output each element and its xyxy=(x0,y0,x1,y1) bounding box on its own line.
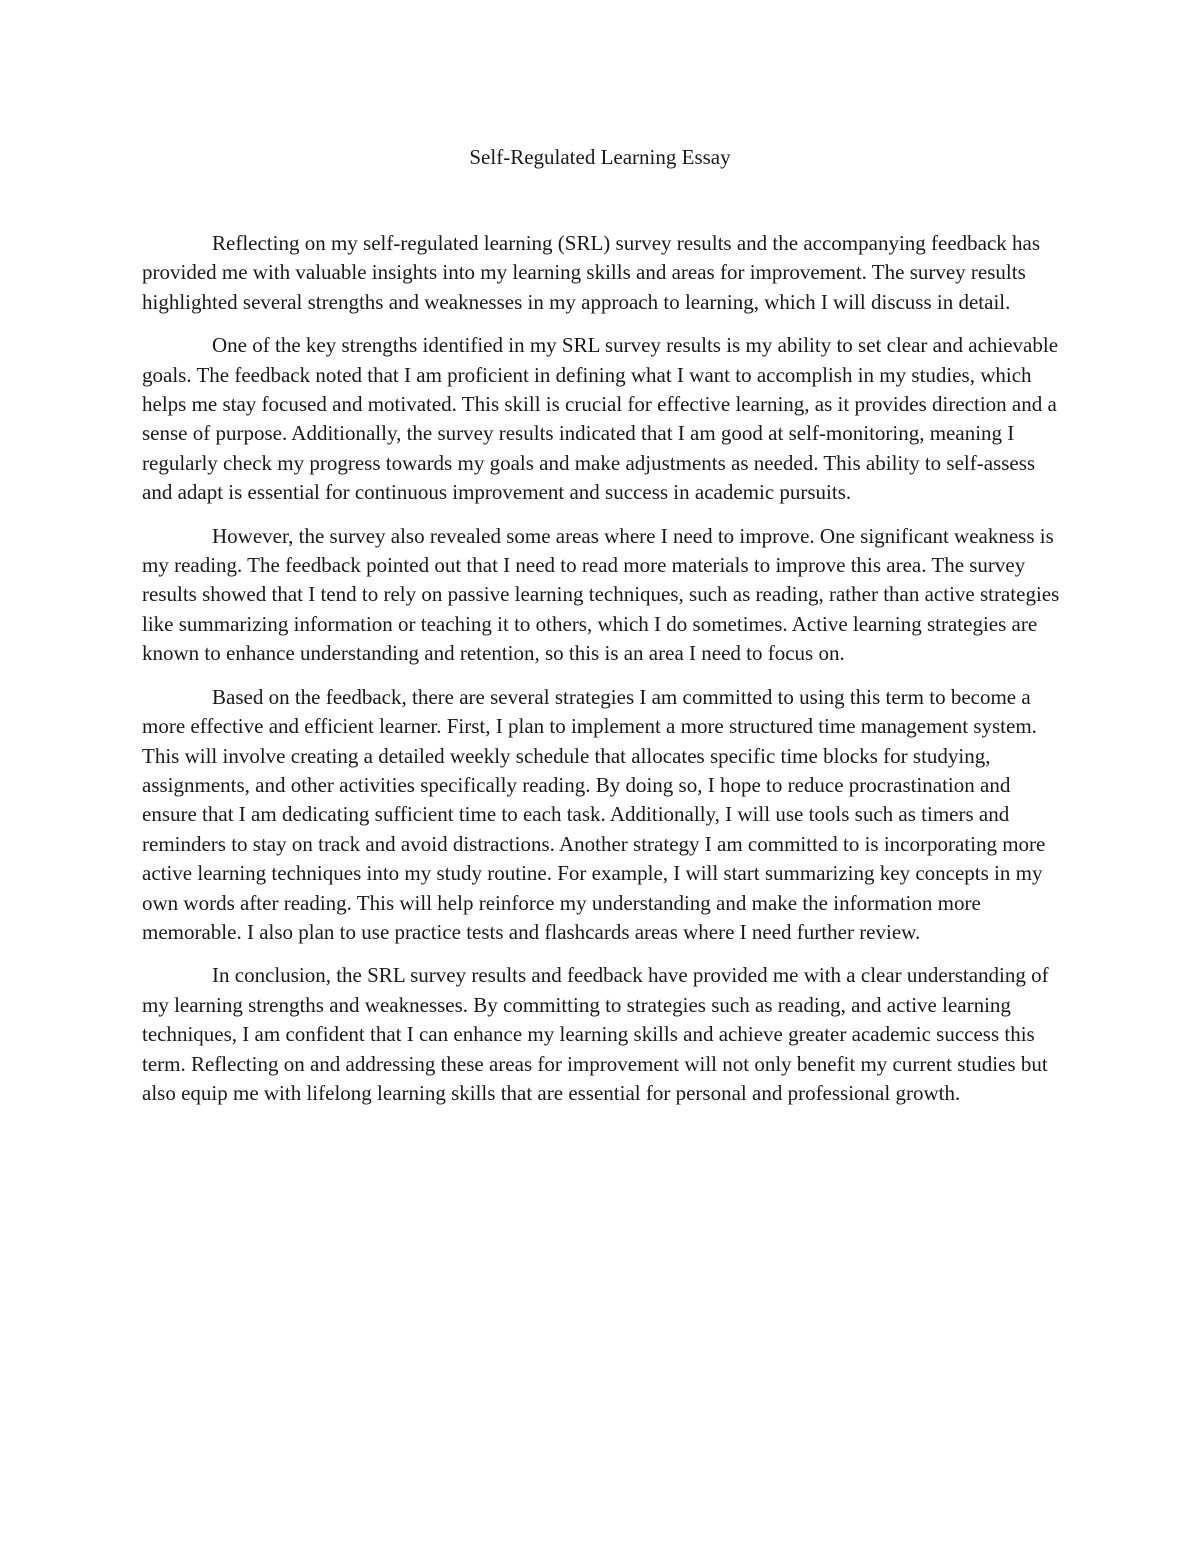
paragraph-weaknesses: However, the survey also revealed some areas where I need to improve. One significant weakness is my reading. The feedback pointed out that I need to read more materials to improve this area. The survey results showed that I tend to rely on passive learning techniques, such as reading, rather than active strategies like summarizing information or teaching it to others, which I do sometimes. Active learning strategies are known to enhance understanding and retention, so this is an area I need to focus on. xyxy=(142,523,1060,666)
paragraph-strategies: Based on the feedback, there are several strategies I am committed to using this term to become a more effective and efficient learner. First, I plan to implement a more structured time management system. This will involve creating a detailed weekly schedule that allocates specific time blocks for studying, assignments, and other activities specifically reading. By doing so, I hope to reduce procrastination and ensure that I am dedicating sufficient time to each task. Additionally, I will use tools such as timers and reminders to stay on track and avoid distractions. Another strategy I am committed to is incorporating more active learning techniques into my study routine. For example, I will start summarizing key concepts in my own words after reading. This will help reinforce my understanding and make the information more memorable. I also plan to use practice tests and flashcards areas where I need further review. xyxy=(142,684,1046,944)
paragraph-strengths: One of the key strengths identified in my SRL survey results is my ability to set clear and achievable goals. The feedback noted that I am proficient in defining what I want to accomplish in my studies, which helps me stay focused and motivated. This skill is crucial for effective learning, as it provides direction and a sense of purpose. Additionally, the survey results indicated that I am good at self-monitoring, meaning I regularly check my progress towards my goals and make adjustments as needed. This ability to self-assess and adapt is essential for continuous improvement and success in academic pursuits. xyxy=(142,333,1059,505)
essay-body xyxy=(142,229,1062,1122)
document-title: Self-Regulated Learning Essay xyxy=(469,145,731,169)
paragraph-intro: Reflecting on my self-regulated learning (SRL) survey results and the accompanying feedback has provided me with valuable insights into my learning skills and areas for improvement. The survey results highlighted several strengths and weaknesses in my approach to learning, which I will discuss in detail. xyxy=(142,231,1041,314)
paragraph-conclusion: In conclusion, the SRL survey results and feedback have provided me with a clear understanding of my learning strengths and weaknesses. By committing to strategies such as reading, and active learning techniques, I am confident that I can enhance my learning skills and achieve greater academic success this term. Reflecting on and addressing these areas for improvement will not only benefit my current studies but also equip me with lifelong learning skills that are essential for personal and professional growth. xyxy=(142,963,1049,1105)
